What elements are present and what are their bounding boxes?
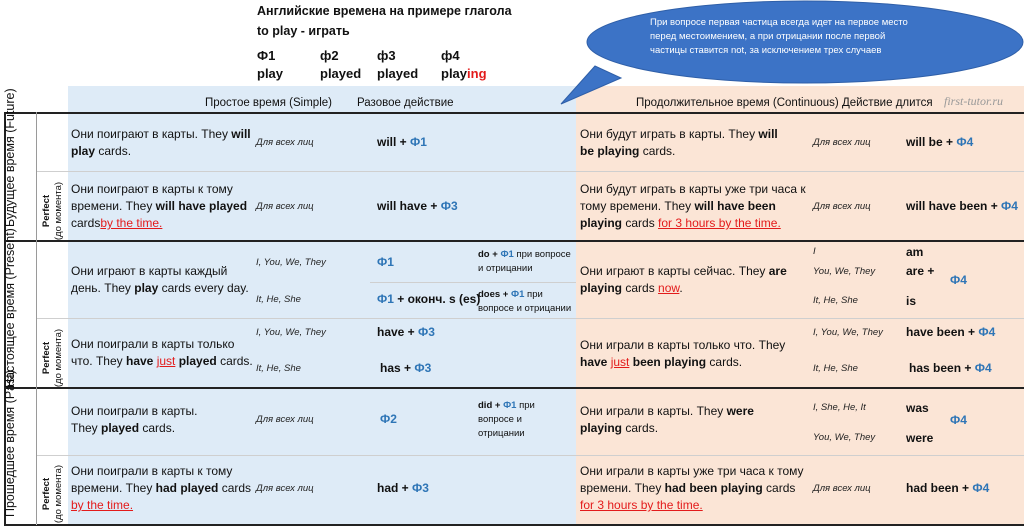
present-perfect-formula1 xyxy=(377,325,435,339)
formula-text: will be + xyxy=(906,135,957,149)
en-text: cards xyxy=(221,481,252,495)
for-3-hours: for 3 hours by the time. xyxy=(580,498,703,512)
formula-form: Ф4 xyxy=(972,481,990,495)
formula-form: Ф1 xyxy=(410,135,427,149)
formula-text: has + xyxy=(380,361,415,375)
en-bold: playing xyxy=(580,281,623,295)
en-bold: were playing xyxy=(580,404,754,435)
section-border xyxy=(4,240,1024,242)
en-text: They xyxy=(634,481,665,495)
persons-singular: It, He, She xyxy=(256,363,301,374)
future-simple-example xyxy=(71,126,256,160)
form-label-3: ф3 xyxy=(377,48,396,63)
past-perfect-example xyxy=(71,463,256,514)
verb-is: is xyxy=(906,294,917,308)
formula-text: have been + xyxy=(906,325,979,339)
aux-bold: does + xyxy=(478,289,511,300)
persons-plural: I, You, We, They xyxy=(256,257,326,268)
formula-form: Ф1 xyxy=(377,292,394,306)
en-bold: play xyxy=(71,144,96,158)
persons-all: Для всех лиц xyxy=(813,137,871,148)
formula-text: will have been + xyxy=(906,199,1002,213)
en-bold: will be xyxy=(580,127,778,158)
en-text: cards every day. xyxy=(158,281,249,295)
callout-text: При вопросе первая частица всегда идет на первое место перед местоимением, а при отрицании после первой частицы ставится not, за исключением трех случаев xyxy=(650,17,908,56)
persons-all: Для всех лиц xyxy=(813,201,871,212)
section-border-top xyxy=(4,112,1024,114)
ru-text: Они играют в карты сейчас. xyxy=(580,264,736,278)
tense-label-present: Настоящее время (Present) xyxy=(3,228,17,388)
past-simple-example xyxy=(71,403,256,437)
ru-text: Они будут играть в карты. xyxy=(580,127,726,141)
formula-form: Ф1 xyxy=(511,289,525,300)
perfect-word: Perfect xyxy=(41,194,52,228)
future-perfect-formula xyxy=(377,199,458,213)
verb-are: are + xyxy=(906,264,935,278)
past-cont-form: Ф4 xyxy=(950,413,967,427)
en-text: cards xyxy=(625,216,655,230)
en-bold: playing xyxy=(597,144,640,158)
present-perfect-example xyxy=(71,336,256,370)
future-simple-formula xyxy=(377,135,427,149)
formula-text: has been + xyxy=(909,361,975,375)
formula-text: will + xyxy=(377,135,411,149)
perfect-label-future xyxy=(41,176,65,246)
past-perf-cont-example xyxy=(580,463,812,514)
en-text: They xyxy=(738,264,769,278)
en-text: cards. xyxy=(95,144,132,158)
persons-singular: It, He, She xyxy=(256,294,301,305)
en-text: cards. xyxy=(639,144,676,158)
en-text: They xyxy=(696,404,727,418)
past-perfect-formula xyxy=(377,481,429,495)
future-cont-example xyxy=(580,126,795,160)
by-the-time: by the time. xyxy=(71,498,134,512)
perfect-note: (до момента) xyxy=(53,181,64,241)
form-word-4-suffix: ing xyxy=(467,66,487,81)
persons-all: Для всех лиц xyxy=(256,137,314,148)
en-text: They xyxy=(728,127,759,141)
tense-label-future: Будущее время (Future) xyxy=(3,88,17,227)
formula-form: Ф3 xyxy=(412,481,429,495)
future-cont-formula xyxy=(906,135,973,149)
row-line xyxy=(36,455,1024,456)
ru-text: Они играли в карты. xyxy=(580,404,694,418)
en-bold: will have been playing xyxy=(580,199,776,230)
form-word-4 xyxy=(441,66,487,81)
formula-form: Ф4 xyxy=(974,361,992,375)
for-3-hours: for 3 hours by the time. xyxy=(658,216,781,230)
form-label-2: ф2 xyxy=(320,48,339,63)
column-auxiliary: Разовое действие xyxy=(357,97,454,109)
formula-text: had + xyxy=(377,481,413,495)
en-text: They xyxy=(125,199,156,213)
page-title: Английские времена на примере глагола xyxy=(257,4,512,18)
row-line xyxy=(36,171,1024,172)
future-perfect-example xyxy=(71,181,256,232)
en-text: cards. xyxy=(139,421,176,435)
row-line xyxy=(36,318,1024,319)
section-border xyxy=(4,387,1024,389)
present-cont-example xyxy=(580,263,795,297)
en-bold: have xyxy=(580,355,608,369)
en-bold: will xyxy=(231,127,251,141)
formula-form: Ф4 xyxy=(956,135,974,149)
en-bold: been playing xyxy=(632,355,707,369)
by-the-time: by the time. xyxy=(100,216,163,230)
person-i: I xyxy=(813,246,816,257)
en-text: They xyxy=(71,421,102,435)
present-perf-cont-formula1 xyxy=(906,325,995,339)
formula-form: Ф3 xyxy=(418,325,435,339)
formula-form: Ф1 xyxy=(503,400,517,411)
aux-bold: did + xyxy=(478,400,504,411)
column-simple: Простое время (Simple) xyxy=(205,97,332,109)
present-simple-formula1: Ф1 xyxy=(377,255,394,269)
persons-plural: You, We, They xyxy=(813,266,876,277)
en-text: They xyxy=(664,199,695,213)
perfect-note: (до момента) xyxy=(53,464,64,524)
persons-plural: I, You, We, They xyxy=(256,327,326,338)
past-cont-example xyxy=(580,403,795,437)
present-perfect-formula2 xyxy=(380,361,431,375)
tense-label-past: Прошедшее время (Past) xyxy=(3,369,17,517)
form-word-3: played xyxy=(377,66,419,81)
en-bold: will have played xyxy=(155,199,248,213)
en-text: . xyxy=(679,281,683,295)
aux-note: при вопросе и отрицании xyxy=(478,400,535,439)
formula-text: will have + xyxy=(377,199,441,213)
en-text: cards. xyxy=(625,421,659,435)
ru-text: Они играли в карты только что. xyxy=(580,338,756,352)
aux-note: при вопросе и отрицании xyxy=(478,249,571,274)
ru-text: Они поиграли в карты. xyxy=(71,404,198,418)
formula-form: Ф3 xyxy=(440,199,458,213)
past-simple-formula: Ф2 xyxy=(380,412,397,426)
persons-all: Для всех лиц xyxy=(256,483,314,494)
en-text: cards xyxy=(71,216,101,230)
future-perf-cont-example xyxy=(580,181,812,232)
present-perf-cont-example xyxy=(580,337,812,371)
en-text: They xyxy=(104,281,135,295)
formula-text: have + xyxy=(377,325,419,339)
form-label-4: ф4 xyxy=(441,48,460,63)
row-line xyxy=(370,282,576,283)
en-bold: had played xyxy=(155,481,219,495)
formula-form: Ф4 xyxy=(978,325,996,339)
formula-text: had been + xyxy=(906,481,973,495)
persons-plural: I, You, We, They xyxy=(813,327,883,338)
en-bold: are xyxy=(768,264,787,278)
ru-text: Они поиграли в карты только что. xyxy=(71,337,235,368)
form-word-1: play xyxy=(257,66,284,81)
persons-all: Для всех лиц xyxy=(256,414,314,425)
en-bold: played xyxy=(178,354,217,368)
just-word: just xyxy=(610,355,630,369)
future-perf-cont-formula xyxy=(906,199,1018,213)
persons-all: Для всех лиц xyxy=(256,201,314,212)
en-bold: play xyxy=(134,281,159,295)
formula-form: Ф1 xyxy=(500,249,514,260)
formula-text: + оконч. s (es) xyxy=(393,292,481,306)
perfect-label-past xyxy=(41,459,65,529)
watermark: first-tutor.ru xyxy=(944,94,1004,108)
form-word-4-stem: play xyxy=(441,66,468,81)
column-continuous: Продолжительное время (Continuous) Действие длится xyxy=(636,97,933,109)
present-aux-does xyxy=(478,288,576,316)
perfect-word: Perfect xyxy=(41,341,52,375)
formula-form: Ф3 xyxy=(414,361,432,375)
ru-text: Они поиграли в карты к тому времени. xyxy=(71,464,233,495)
en-bold: had been playing xyxy=(664,481,763,495)
just-word: just xyxy=(156,354,176,368)
en-bold: have xyxy=(125,354,154,368)
ru-text: Они поиграют в карты к тому времени. xyxy=(71,182,233,213)
en-text: cards xyxy=(766,481,796,495)
verb-translation: to play - играть xyxy=(257,24,350,38)
present-aux-do xyxy=(478,248,576,276)
past-perf-cont-formula xyxy=(906,481,989,495)
en-text: cards. xyxy=(706,355,743,369)
en-text: They xyxy=(125,481,156,495)
now-word: now xyxy=(658,281,680,295)
form-label-1: Ф1 xyxy=(257,48,276,63)
perfect-word: Perfect xyxy=(41,477,52,511)
en-text: They xyxy=(758,338,786,352)
persons-singular: I, She, He, It xyxy=(813,402,866,413)
ru-text: Они играли в карты уже три часа к тому времени. xyxy=(580,464,804,495)
formula-form: Ф4 xyxy=(1001,199,1018,213)
persons-singular: It, He, She xyxy=(813,363,858,374)
past-aux-did xyxy=(478,399,558,441)
aux-note: при вопросе и отрицании xyxy=(478,289,572,314)
aux-bold: do + xyxy=(478,249,501,260)
form-word-2: played xyxy=(320,66,362,81)
ru-text: Они играют в карты каждый день. xyxy=(71,264,228,295)
verb-was: was xyxy=(906,401,929,415)
present-simple-example xyxy=(71,263,256,297)
persons-all: Для всех лиц xyxy=(813,483,871,494)
ru-text: Они поиграют в карты. xyxy=(71,127,198,141)
en-text: They xyxy=(95,354,126,368)
present-perf-cont-formula2 xyxy=(909,361,992,375)
en-text: cards xyxy=(622,281,659,295)
en-text: They xyxy=(201,127,232,141)
tense-label-line xyxy=(36,112,37,524)
perfect-label-present xyxy=(41,323,65,393)
persons-singular: It, He, She xyxy=(813,295,858,306)
en-text: cards. xyxy=(216,354,253,368)
ru-text: Они будут играть в карты уже три часа к тому времени. xyxy=(580,182,806,213)
verb-were: were xyxy=(906,431,934,445)
verb-am: am xyxy=(906,245,924,259)
en-bold: played xyxy=(101,421,140,435)
present-simple-formula2 xyxy=(377,292,480,306)
present-cont-form: Ф4 xyxy=(950,273,967,287)
persons-plural: You, We, They xyxy=(813,432,876,443)
perfect-note: (до момента) xyxy=(53,328,64,388)
